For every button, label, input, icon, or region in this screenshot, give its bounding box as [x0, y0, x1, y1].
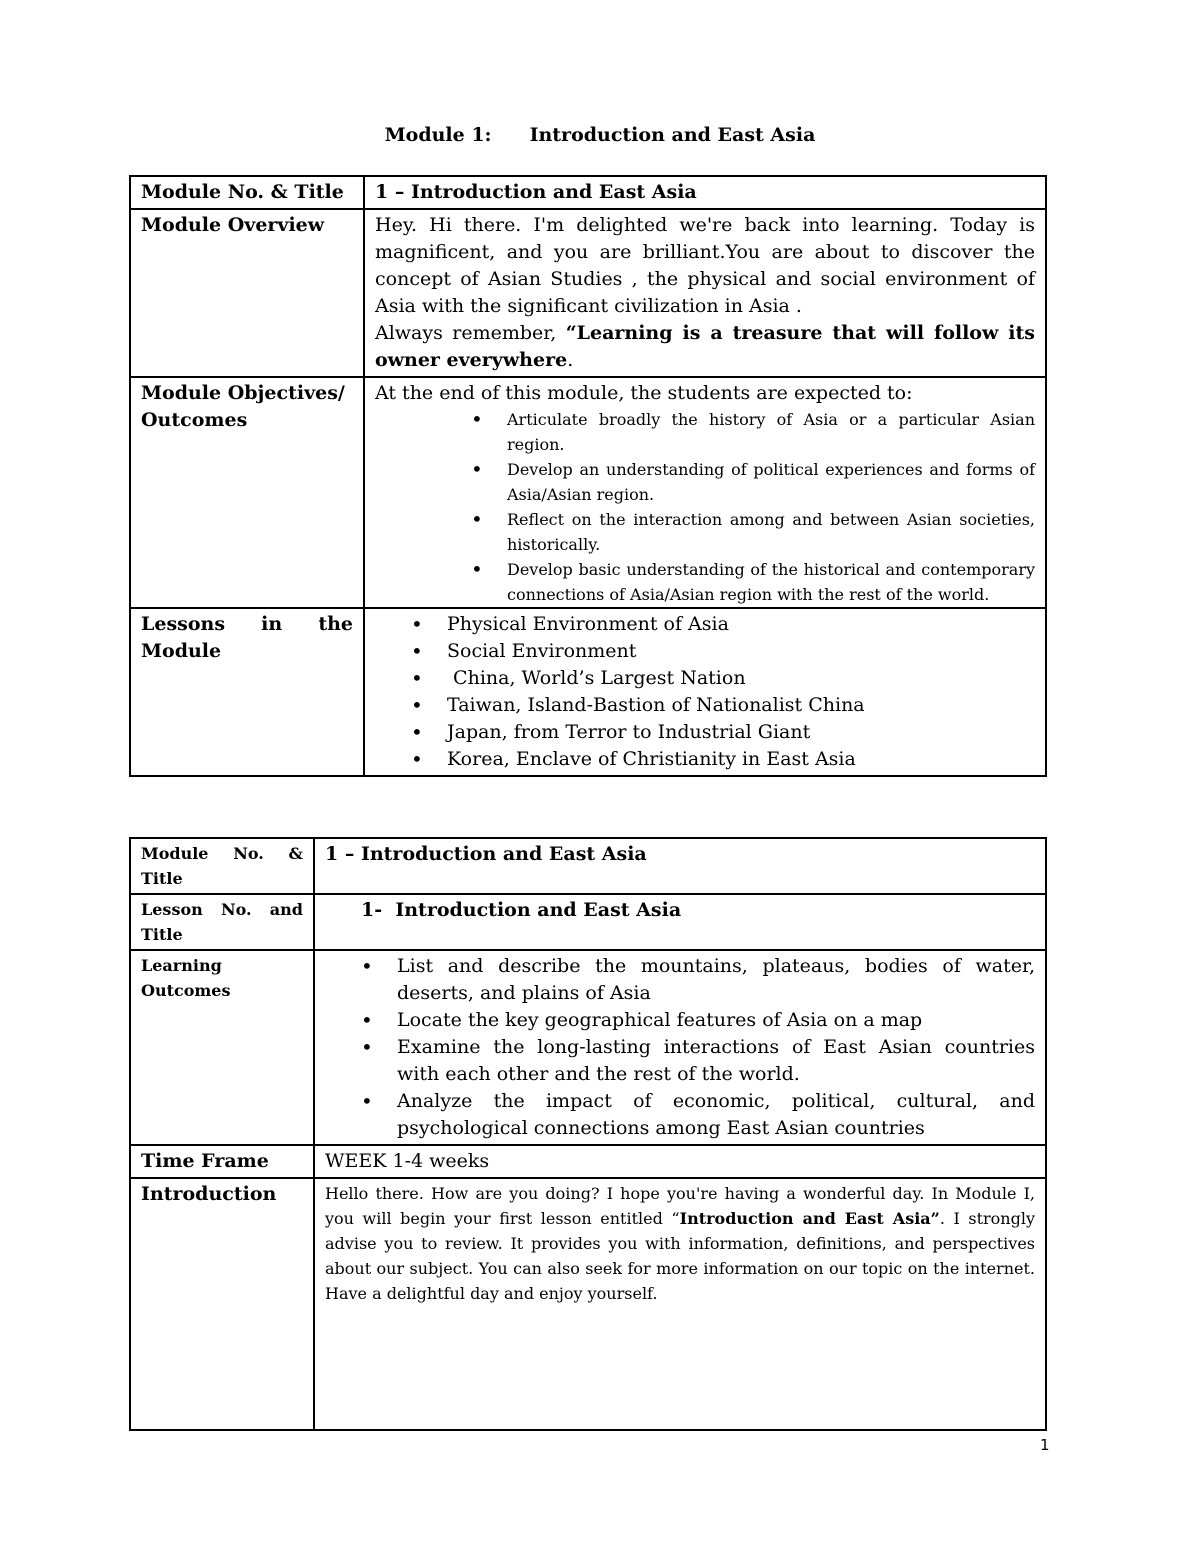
module-overview-cell [364, 209, 1046, 377]
list-item: • Japan, from Terror to Industrial Giant [447, 719, 1035, 746]
list-item: • List and describe the mountains, plateaus, bodies of water, deserts, and plains of Asia [397, 953, 1035, 1007]
module-table [129, 175, 1047, 777]
page-title-name: Introduction and East Asia [529, 124, 816, 146]
objectives-intro: At the end of this module, the students are expected to: [375, 382, 913, 404]
lesson-title-row [130, 894, 1046, 950]
module-overview-quote [375, 320, 1035, 374]
module-objectives-label: Module Objectives/Outcomes [130, 377, 364, 608]
learning-outcomes-row [130, 950, 1046, 1145]
module-overview-row [130, 209, 1046, 377]
list-item: • Develop basic understanding of the historical and contemporary connections of Asia/Asian region with the rest of the world. [507, 557, 1035, 607]
quote-period: . [567, 349, 574, 371]
lesson-title-cell [314, 894, 1046, 950]
introduction-text [325, 1181, 1035, 1306]
lessons-list [447, 611, 1035, 773]
list-item: • Articulate broadly the history of Asia or a particular Asian region. [507, 407, 1035, 457]
lesson-title-label: Lesson No. and Title [130, 894, 314, 950]
list-item: • Social Environment [447, 638, 1035, 665]
lessons-row [130, 608, 1046, 776]
list-item: • Analyze the impact of economic, political, cultural, and psychological connections among East Asian countries [397, 1088, 1035, 1142]
lessons-cell [364, 608, 1046, 776]
introduction-row [130, 1178, 1046, 1430]
page-number: 1 [1040, 1436, 1050, 1454]
module-title-row [130, 176, 1046, 209]
time-frame-label: Time Frame [130, 1145, 314, 1178]
time-frame-row [130, 1145, 1046, 1178]
module-overview-text: Hey. Hi there. I'm delighted we're back into learning. Today is magnificent, and you are brilliant.You are about to discover the concept of Asian Studies , the physical and social environment of Asia with the significant civilization in Asia . [375, 214, 1035, 317]
module-overview-label: Module Overview [130, 209, 364, 377]
list-item: • China, World’s Largest Nation [447, 665, 1035, 692]
learning-outcomes-cell [314, 950, 1046, 1145]
lesson-title-value: Introduction and East Asia [395, 899, 682, 921]
list-item: • Physical Environment of Asia [447, 611, 1035, 638]
quote-text: “Learning is a treasure that will follow its owner everywhere [375, 322, 1035, 371]
module-objectives-row [130, 377, 1046, 608]
lesson-module-value: 1 – Introduction and East Asia [314, 838, 1046, 894]
page-title-module: Module 1: [384, 124, 492, 146]
lesson-module-row [130, 838, 1046, 894]
list-item: • Examine the long-lasting interactions of East Asian countries with each other and the rest of the world. [397, 1034, 1035, 1088]
learning-outcomes-list [397, 953, 1035, 1142]
objectives-list [507, 407, 1035, 607]
page-title [0, 124, 1200, 146]
lessons-label: Lessons in the Module [130, 608, 364, 776]
list-item: • Locate the key geographical features of Asia on a map [397, 1007, 1035, 1034]
introduction-label: Introduction [130, 1178, 314, 1430]
list-item: • Reflect on the interaction among and between Asian societies, historically. [507, 507, 1035, 557]
time-frame-value: WEEK 1-4 weeks [314, 1145, 1046, 1178]
list-item: • Taiwan, Island-Bastion of Nationalist China [447, 692, 1035, 719]
module-title-label: Module No. & Title [130, 176, 364, 209]
learning-outcomes-label: Learning Outcomes [130, 950, 314, 1145]
list-item: • Develop an understanding of political experiences and forms of Asia/Asian region. [507, 457, 1035, 507]
remember-text: Always remember, [375, 322, 557, 344]
intro-part-1: Hello there. How are you doing? I hope you're having a wonderful day. In Module I, you will begin your first lesson entitled “ [325, 1184, 1035, 1228]
module-objectives-cell [364, 377, 1046, 608]
lesson-table [129, 837, 1047, 1431]
list-item: • Korea, Enclave of Christianity in East Asia [447, 746, 1035, 773]
module-title-value: 1 – Introduction and East Asia [364, 176, 1046, 209]
intro-part-2: . I strongly advise you to review. It provides you with information, definitions, and perspectives about our subject. You can also seek for more information on our topic on the internet. Have a delightful day and enjoy yourself. [325, 1209, 1035, 1303]
lesson-number: 1- [361, 899, 383, 921]
introduction-cell [314, 1178, 1046, 1430]
intro-bold: Introduction and East Asia” [679, 1209, 940, 1228]
lesson-module-label: Module No. & Title [130, 838, 314, 894]
